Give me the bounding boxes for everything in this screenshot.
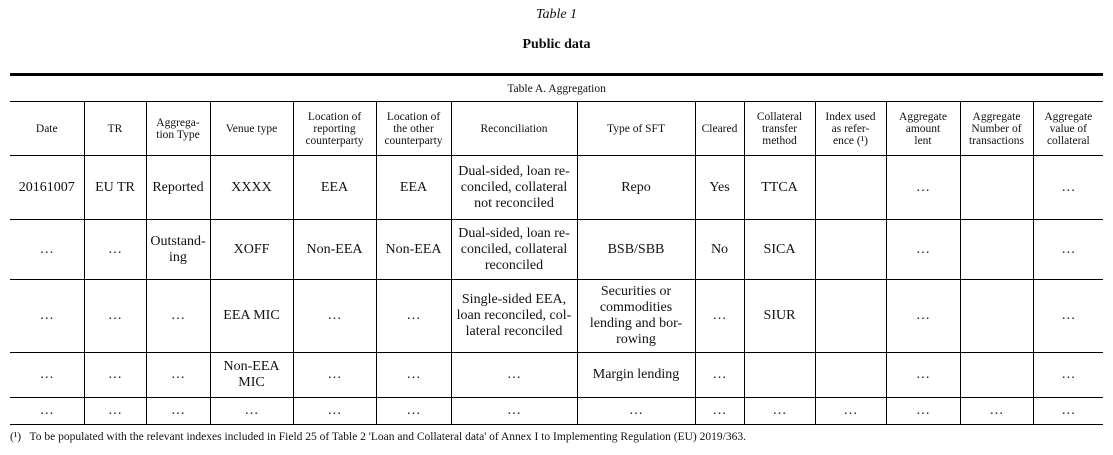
table-cell [960,156,1033,220]
table-cell: EEA [376,156,451,220]
table-cell: Reported [146,156,210,220]
table-cell: Securities or commodities lending and bor- rowing [577,280,695,353]
table-row [10,353,1103,398]
table-cell: … [577,398,695,425]
page-title: Public data [522,37,591,52]
column-header: Location of reporting counterparty [293,102,376,156]
table-cell: … [886,220,960,280]
table-cell: SICA [744,220,815,280]
table-cell: … [886,156,960,220]
table-cell [815,353,886,398]
footnote-mark: (¹) [10,431,22,443]
table-cell: Dual-sided, loan re- conciled, collateral reconciled [451,220,577,280]
table-cell: … [293,280,376,353]
table-cell: … [886,353,960,398]
table-cell: … [744,398,815,425]
table-cell: … [210,398,293,425]
table-row [10,220,1103,280]
aggregation-table [10,73,1103,425]
table-cell: EU TR [84,156,146,220]
table-cell: Non-EEA [376,220,451,280]
column-header: Date [10,102,84,156]
table-cell [960,280,1033,353]
table-cell: … [1033,398,1103,425]
table-cell: XOFF [210,220,293,280]
table-cell [960,353,1033,398]
table-cell: … [695,398,744,425]
table-cell: SIUR [744,280,815,353]
table-cell: … [146,353,210,398]
table-cell [815,156,886,220]
table-cell: Non-EEA [293,220,376,280]
table-cell: … [695,280,744,353]
column-header: Index used as refer- ence (¹) [815,102,886,156]
table-cell: Yes [695,156,744,220]
column-header: Aggrega- tion Type [146,102,210,156]
column-header: Reconciliation [451,102,577,156]
table-cell: EEA [293,156,376,220]
table-cell [815,280,886,353]
table-row [10,280,1103,353]
table-cell: … [695,353,744,398]
column-header: Venue type [210,102,293,156]
table-cell: … [1033,353,1103,398]
table-cell: … [960,398,1033,425]
table-cell: … [1033,280,1103,353]
column-header: Location of the other counterparty [376,102,451,156]
column-header: TR [84,102,146,156]
table-cell: … [84,220,146,280]
table-cell: … [1033,220,1103,280]
table-cell: … [10,280,84,353]
table-cell: … [293,398,376,425]
table-title: Table A. Aggregation [10,75,1103,102]
table-cell: … [84,280,146,353]
table-cell: … [10,398,84,425]
table-cell: … [84,353,146,398]
table-cell: Margin lending [577,353,695,398]
table-cell: … [886,398,960,425]
table-cell: No [695,220,744,280]
table-row [10,156,1103,220]
table-cell [744,353,815,398]
table-row [10,398,1103,425]
table-cell: … [451,353,577,398]
table-cell: … [10,220,84,280]
table-cell: 20161007 [10,156,84,220]
table-cell: … [146,280,210,353]
table-cell: TTCA [744,156,815,220]
table-cell: … [1033,156,1103,220]
table-cell: … [84,398,146,425]
table-cell: XXXX [210,156,293,220]
table-cell: … [146,398,210,425]
column-header: Type of SFT [577,102,695,156]
column-header: Collateral transfer method [744,102,815,156]
table-cell: Outstand- ing [146,220,210,280]
table-cell: … [815,398,886,425]
column-header: Aggregate value of collateral [1033,102,1103,156]
table-cell: … [376,353,451,398]
table-cell: Single-sided EEA, loan reconciled, col- lateral reconciled [451,280,577,353]
table-cell: … [886,280,960,353]
table-cell: … [376,398,451,425]
column-header: Aggregate amount lent [886,102,960,156]
table-cell [960,220,1033,280]
column-header: Aggregate Number of transactions [960,102,1033,156]
table-cell: … [451,398,577,425]
table-cell: Non-EEA MIC [210,353,293,398]
table-cell: … [10,353,84,398]
table-cell [815,220,886,280]
table-cell: Dual-sided, loan re- conciled, collateral not reconciled [451,156,577,220]
footnote-text: To be populated with the relevant indexes included in Field 25 of Table 2 'Loan and Collateral data' of Annex I to Implementing Regulation (EU) 2019/363. [29,431,746,443]
table-cell: … [376,280,451,353]
table-cell: BSB/SBB [577,220,695,280]
table-cell: … [293,353,376,398]
footnote [10,431,746,443]
table-cell: Repo [577,156,695,220]
table-cell: EEA MIC [210,280,293,353]
column-header: Cleared [695,102,744,156]
table-caption: Table 1 [535,7,578,22]
